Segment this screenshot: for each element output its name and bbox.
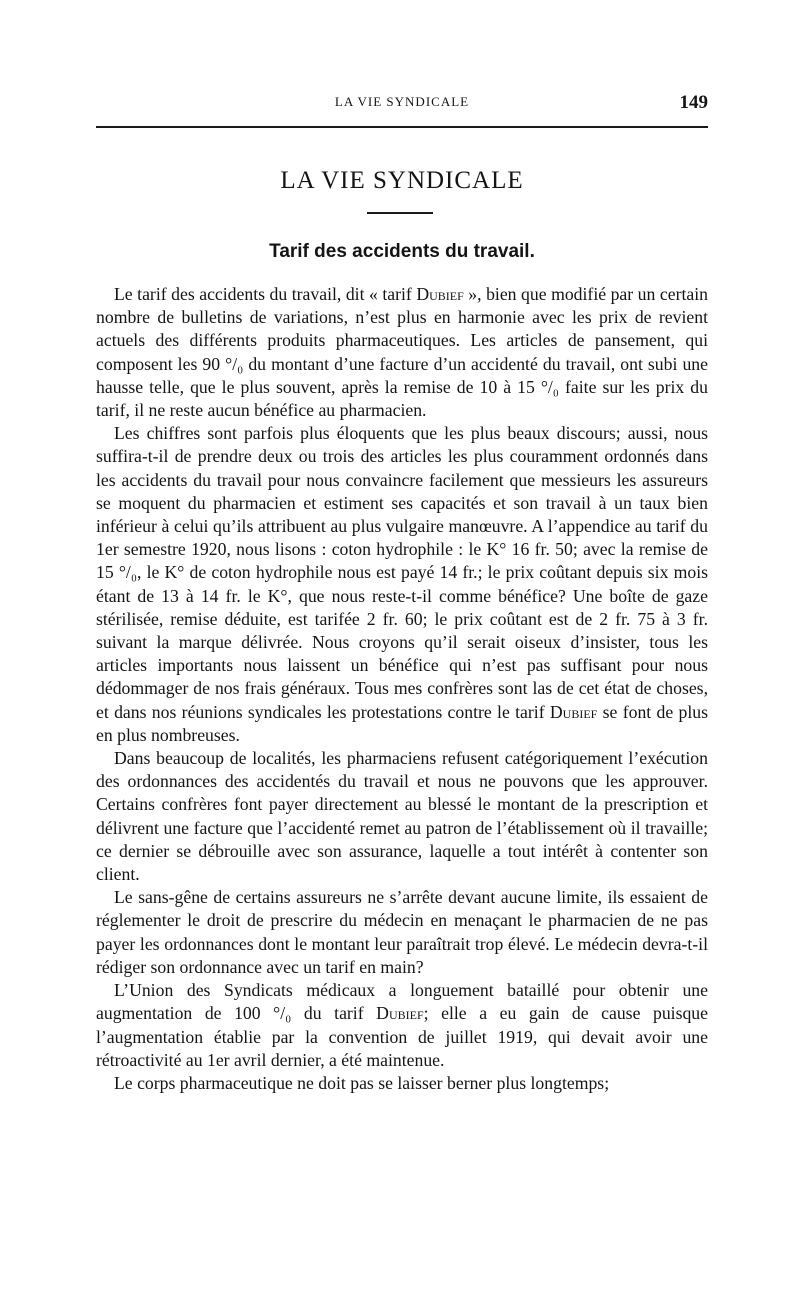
proper-name: Dubief xyxy=(549,701,598,722)
paragraph-text: Le sans-gêne de certains assureurs ne s’arrête devant aucune limite, ils essaient de réglementer le droit de prescrire du médecin en menaçant le pharmacien de ne pas payer les ordonnances dont le montant leur paraîtrait trop élevé. Le médecin devra-t-il rédiger son ordonnance avec un tarif en main? xyxy=(96,887,708,977)
page-number: 149 xyxy=(679,92,708,113)
paragraph-text: », bien que modifié par un certain nombre de bulletins de variations, n’est plus en harmonie avec les prix de revient actuels des différents produits pharmaceutiques. Les articles de pansement, qui composent les 90 °/₀ du montant d’une facture d’un accidenté du travail, ont subi une hausse telle, que le plus souvent, après la remise de 10 à 15 °/₀ faite sur les prix du tarif, il ne reste aucun bénéfice au pharmacien. xyxy=(96,284,708,421)
running-title: LA VIE SYNDICALE xyxy=(334,94,470,109)
title-rule xyxy=(367,212,433,214)
header-rule xyxy=(96,126,708,128)
paragraph xyxy=(96,979,708,1072)
running-header xyxy=(96,92,708,112)
paragraph xyxy=(96,747,708,886)
section-title: LA VIE SYNDICALE xyxy=(280,167,524,194)
paragraph xyxy=(96,886,708,979)
paragraph-text: Le tarif des accidents du travail, dit « tarif xyxy=(114,284,417,304)
paragraph xyxy=(96,1072,708,1095)
paragraph-text: L’Union des Syndicats médicaux a longuement bataillé pour obtenir une augmentation de 100 °/₀ du tarif xyxy=(96,980,708,1024)
paragraph-text: se font de plus en plus nombreuses. xyxy=(96,701,709,745)
paragraph-text: Le corps pharmaceutique ne doit pas se laisser berner plus longtemps; xyxy=(114,1072,610,1093)
paragraph xyxy=(96,283,708,422)
proper-name: Dubief xyxy=(416,284,464,304)
paragraph xyxy=(96,422,708,747)
paragraph-text: ; elle a eu gain de cause puisque l’augmentation établie par la convention de juillet 1919, qui devait avoir une rétroactivité au 1er avril dernier, a été maintenue. xyxy=(96,1003,708,1070)
paragraph-text: Dans beaucoup de localités, les pharmaciens refusent catégoriquement l’exécution des ordonnances des accidentés du travail et nous ne pouvons que les approuver. Certains confrères font payer directement au blessé le montant de la prescription et délivrent une facture que l’accidenté remet au patron de l’établissement où il travaille; ce dernier se débrouille avec son assurance, laquelle a tout intérêt à contenter son client. xyxy=(96,748,708,885)
article-subtitle: Tarif des accidents du travail. xyxy=(269,241,535,262)
article-body xyxy=(96,283,708,1095)
paragraph-text: Les chiffres sont parfois plus éloquents que les plus beaux discours; aussi, nous suffira-t-il de prendre deux ou trois des articles les plus couramment ordonnés dans les accidents du travail pour nous convaincre facilement que messieurs les assureurs se moquent du pharmacien et estiment ses capacités et son travail à un taux bien inférieur à celui qu’ils attribuent au plus vulgaire manœuvre. A l’appendice au tarif du 1er semestre 1920, nous lisons : coton hydrophile : le K° 16 fr. 50; avec la remise de 15 °/₀, le K° de coton hydrophile nous est payé 14 fr.; le prix coûtant depuis six mois étant de 13 à 14 fr. le K°, que nous reste-t-il comme bénéfice? Une boîte de gaze stérilisée, remise déduite, est tarifée 2 fr. 60; le prix coûtant est de 2 fr. 75 à 3 fr. suivant la marque délivrée. Nous croyons qu’il serait oiseux d’insister, tous les articles importants nous laissent un bénéfice qui n’est pas suffisant pour nous dédommager de nos frais généraux. Tous mes confrères sont las de cet état de choses, et dans nos réunions syndicales les protestations contre le tarif xyxy=(96,423,708,722)
proper-name: Dubief xyxy=(376,1003,424,1024)
